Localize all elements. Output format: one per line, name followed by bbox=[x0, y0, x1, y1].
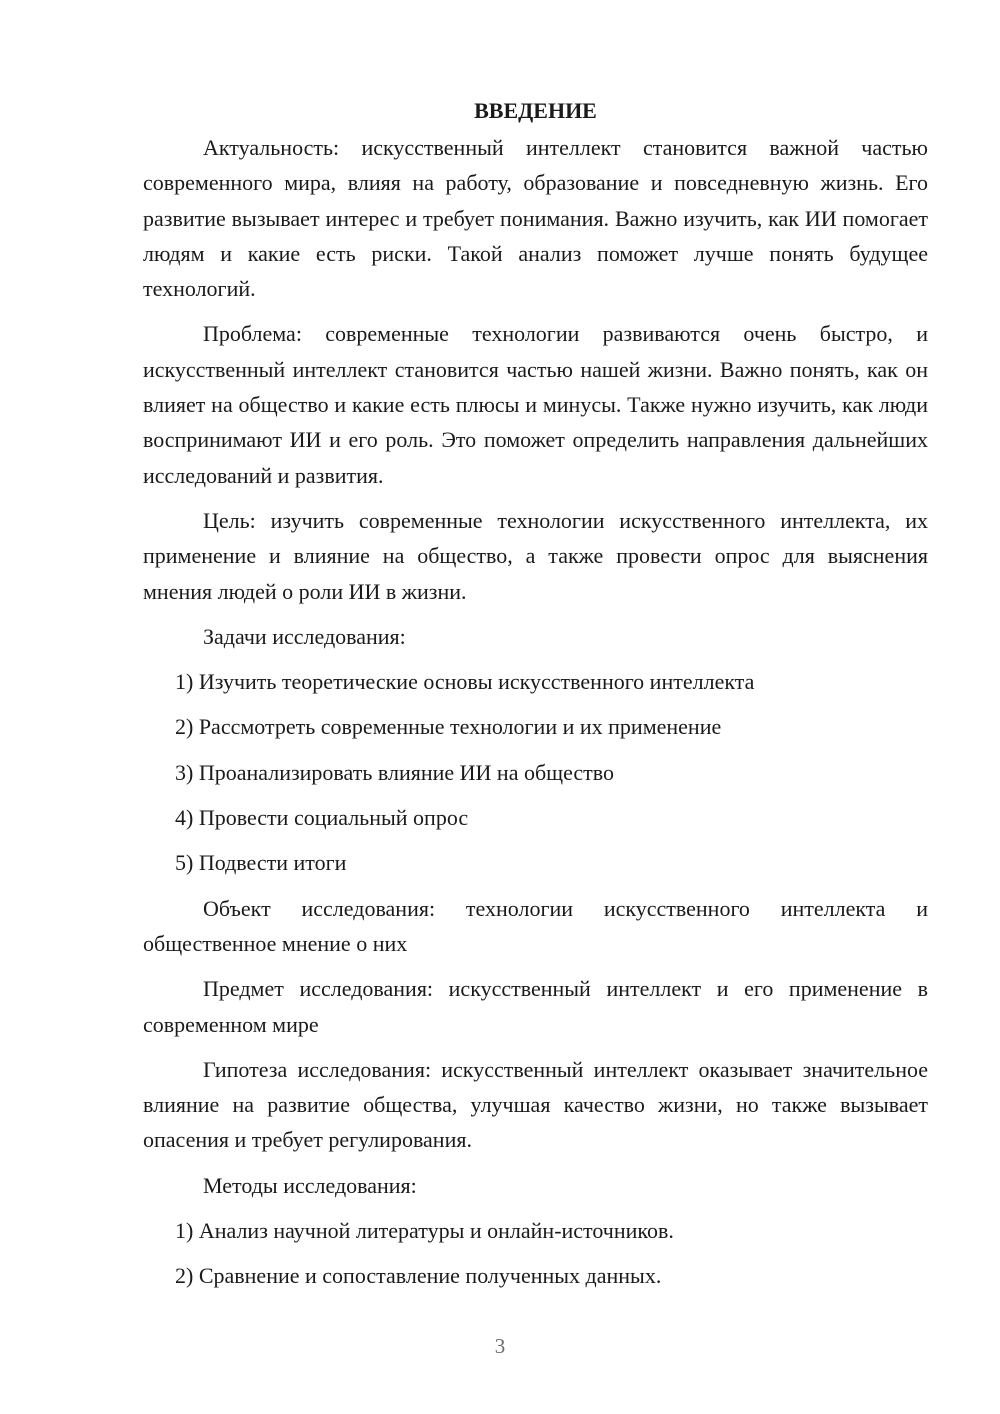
method-item: 1) Анализ научной литературы и онлайн-источников. bbox=[175, 1218, 674, 1244]
document-page bbox=[143, 93, 928, 1304]
section-title: ВВЕДЕНИЕ bbox=[474, 98, 597, 123]
paragraph-hypothesis: Гипотеза исследования: искусственный интеллект оказывает значительное влияние на развитие общества, улучшая качество жизни, но также вызывает опасения и требует регулирования. bbox=[143, 1056, 928, 1153]
task-item: 5) Подвести итоги bbox=[175, 850, 347, 876]
paragraph-problem: Проблема: современные технологии развиваются очень быстро, и искусственный интеллект становится частью нашей жизни. Важно понять, как он влияет на общество и какие есть плюсы и минусы. Также нужно изучить, как люди воспринимают ИИ и его роль. Это поможет определить направления дальнейших исследований и развития. bbox=[143, 321, 928, 488]
task-item: 4) Провести социальный опрос bbox=[175, 805, 469, 831]
tasks-heading: Задачи исследования: bbox=[203, 623, 406, 649]
page-number: 3 bbox=[494, 1334, 506, 1358]
task-item: 3) Проанализировать влияние ИИ на общество bbox=[175, 759, 615, 785]
task-item: 1) Изучить теоретические основы искусственного интеллекта bbox=[175, 669, 755, 695]
paragraph-object: Объект исследования: технологии искусственного интеллекта и общественное мнение о них bbox=[143, 895, 928, 956]
paragraph-relevance: Актуальность: искусственный интеллект становится важной частью современного мира, влияя на работу, образование и повседневную жизнь. Его развитие вызывает интерес и требует понимания. Важно изучить, как ИИ помогает людям и какие есть риски. Такой анализ поможет лучше понять будущее технологий. bbox=[143, 135, 928, 302]
paragraph-subject: Предмет исследования: искусственный интеллект и его применение в современном мире bbox=[143, 976, 928, 1037]
methods-heading: Методы исследования: bbox=[203, 1172, 417, 1198]
method-item: 2) Сравнение и сопоставление полученных данных. bbox=[175, 1263, 662, 1289]
task-item: 2) Рассмотреть современные технологии и их применение bbox=[175, 714, 722, 740]
paragraph-goal: Цель: изучить современные технологии искусственного интеллекта, их применение и влияние на общество, а также провести опрос для выяснения мнения людей о роли ИИ в жизни. bbox=[143, 507, 928, 604]
